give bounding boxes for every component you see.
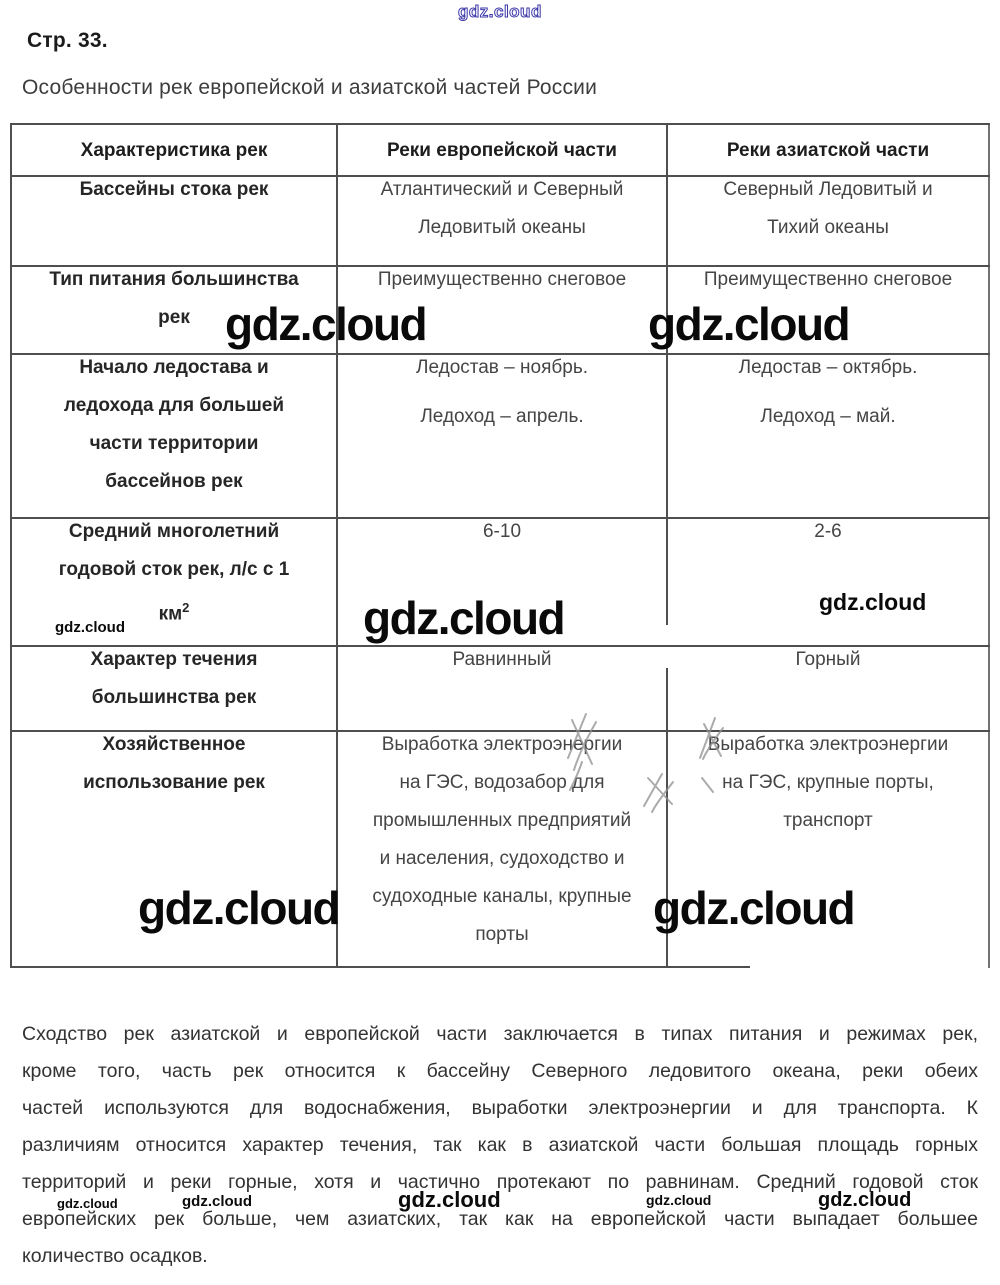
cell-text-line: Выработка электроэнергии xyxy=(381,734,623,755)
cell-text-line: Ледостав – октябрь. xyxy=(738,357,918,378)
cell-text-line: бассейнов рек xyxy=(105,471,243,492)
site-watermark: gdz.cloud xyxy=(225,298,427,350)
cell-text-line: Северный Ледовитый и xyxy=(723,179,933,200)
table-border xyxy=(336,123,338,968)
cell-text-line: Ледоход – апрель. xyxy=(420,406,584,427)
cell-text-line: Средний многолетний xyxy=(68,521,280,542)
page-subtitle: Особенности рек европейской и азиатской частей России xyxy=(22,76,598,99)
cell-text-line: транспорт xyxy=(783,810,873,831)
site-watermark: gdz.cloud xyxy=(57,1196,118,1211)
table-header-asian: Реки азиатской части xyxy=(726,140,930,161)
cell-feeding-european: Преимущественно снеговое xyxy=(377,269,627,290)
summary-line: Сходство рек азиатской и европейской части заключается в типах питания и режимах рек, xyxy=(22,1023,978,1045)
table-border xyxy=(10,123,990,125)
summary-line: различиям относится характер течения, так как в азиатской части большая площадь горных xyxy=(22,1134,978,1156)
site-watermark: gdz.cloud xyxy=(363,592,565,644)
table-border xyxy=(10,966,750,968)
site-watermark: gdz.cloud xyxy=(458,2,542,21)
cell-freeze-label xyxy=(18,349,330,501)
cell-text-line: Тип питания большинства xyxy=(49,269,299,290)
table-border xyxy=(988,123,990,968)
cell-text-line: Ледоход – май. xyxy=(760,406,896,427)
table-border xyxy=(666,123,668,625)
cell-text-line: на ГЭС, водозабор для xyxy=(399,772,605,793)
summary-line: европейских рек больше, чем азиатских, так как на европейской части выпадает большее xyxy=(22,1208,978,1230)
cell-basins-asian xyxy=(672,171,984,247)
summary-line: частей используются для водоснабжения, выработки электроэнергии и для транспорта. К xyxy=(22,1097,978,1119)
site-watermark: gdz.cloud xyxy=(819,589,927,615)
cell-text-line: и населения, судоходство и xyxy=(379,848,625,869)
cell-freeze-asian xyxy=(672,349,984,436)
cell-feeding-asian: Преимущественно снеговое xyxy=(703,269,953,290)
table-header-characteristic: Характеристика рек xyxy=(80,140,268,161)
cell-basins-label: Бассейны стока рек xyxy=(79,179,269,200)
site-watermark: gdz.cloud xyxy=(398,1187,501,1212)
cell-text-line: Ледостав – ноябрь. xyxy=(415,357,589,378)
cell-text-line: ледохода для большей xyxy=(63,395,285,416)
cell-flow-label xyxy=(18,641,330,717)
cell-text-line: порты xyxy=(475,924,529,945)
cell-text-line: рек xyxy=(158,307,190,328)
cell-runoff-asian: 2-6 xyxy=(814,521,842,542)
cell-text-line: части территории xyxy=(89,433,259,454)
cell-text-line: судоходные каналы, крупные xyxy=(372,886,632,907)
cell-flow-asian: Горный xyxy=(795,649,861,670)
summary-line: кроме того, часть рек относится к бассейну Северного ледовитого океана, реки обеих xyxy=(22,1060,978,1082)
unit-text: км xyxy=(158,603,183,625)
site-watermark: gdz.cloud xyxy=(138,882,340,934)
rivers-table xyxy=(10,123,990,968)
cell-flow-european: Равнинный xyxy=(452,649,552,670)
table-border xyxy=(10,123,12,968)
cell-text-line: на ГЭС, крупные порты, xyxy=(722,772,934,793)
table-header-european: Реки европейской части xyxy=(387,140,617,161)
site-watermark: gdz.cloud xyxy=(646,1192,712,1208)
site-watermark: gdz.cloud xyxy=(818,1189,912,1211)
summary-line: количество осадков. xyxy=(22,1245,208,1267)
site-watermark: gdz.cloud xyxy=(653,882,855,934)
cell-text-line: Начало ледостава и xyxy=(79,357,269,378)
cell-basins-european xyxy=(344,171,660,247)
cell-text-line: Характер течения xyxy=(90,649,258,670)
cell-text-line: промышленных предприятий xyxy=(372,810,632,831)
cell-text-line: использование рек xyxy=(83,772,265,793)
summary-line: территорий и реки горные, хотя и частично протекают по равнинам. Средний годовой сток xyxy=(22,1171,978,1193)
pen-scribble xyxy=(552,702,767,817)
cell-text-line: большинства рек xyxy=(91,687,257,708)
site-watermark: gdz.cloud xyxy=(182,1193,252,1210)
cell-freeze-european xyxy=(344,349,660,436)
summary-paragraph xyxy=(22,1016,978,1275)
cell-runoff-label xyxy=(18,513,330,633)
page-heading: Стр. 33. xyxy=(27,29,108,52)
site-watermark: gdz.cloud xyxy=(55,619,125,636)
cell-runoff-european: 6-10 xyxy=(482,521,522,542)
cell-text-line: Тихий океаны xyxy=(767,217,889,238)
cell-text-line: Хозяйственное xyxy=(102,734,246,755)
unit-superscript: 2 xyxy=(182,600,190,615)
cell-text-line: Ледовитый океаны xyxy=(418,217,586,238)
cell-text-line: Атлантический и Северный xyxy=(380,179,624,200)
cell-usage-label xyxy=(18,726,330,802)
site-watermark: gdz.cloud xyxy=(648,298,850,350)
cell-text-line: Выработка электроэнергии xyxy=(707,734,949,755)
cell-text-line: годовой сток рек, л/с с 1 xyxy=(58,559,290,580)
